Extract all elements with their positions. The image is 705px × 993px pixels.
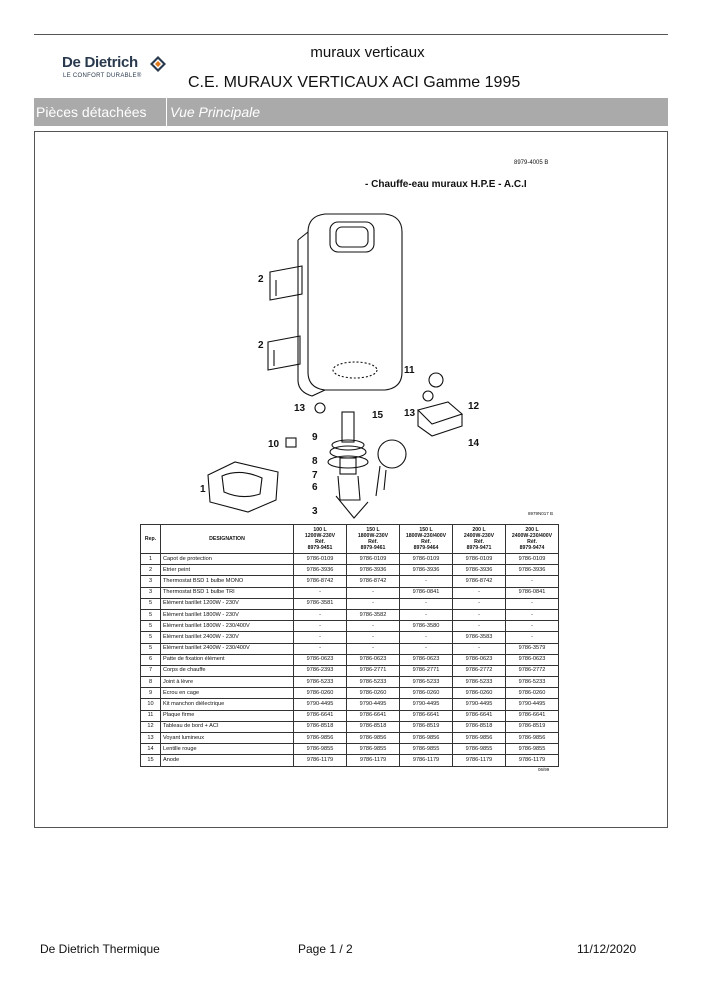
table-row bbox=[141, 677, 559, 688]
table-row bbox=[141, 721, 559, 732]
cell-part-number: 9786-0109 bbox=[347, 554, 400, 565]
cell-designation: Patte de fixation élément bbox=[161, 654, 294, 665]
cell-part-number: - bbox=[347, 598, 400, 609]
cell-part-number: - bbox=[294, 609, 347, 620]
cell-part-number: 9786-9855 bbox=[506, 744, 559, 755]
cell-part-number: 9786-9856 bbox=[347, 733, 400, 744]
cell-designation: Ecrou en cage bbox=[161, 688, 294, 699]
footer-page: Page 1 / 2 bbox=[298, 942, 353, 956]
col-designation: DESIGNATION bbox=[161, 525, 294, 554]
cell-rep: 2 bbox=[141, 565, 161, 576]
cell-part-number: - bbox=[294, 587, 347, 598]
cell-part-number: - bbox=[347, 643, 400, 654]
cell-part-number: - bbox=[400, 632, 453, 643]
callout-14: 14 bbox=[468, 438, 480, 449]
cell-rep: 5 bbox=[141, 598, 161, 609]
footer-date: 11/12/2020 bbox=[577, 942, 637, 956]
cell-part-number: - bbox=[453, 598, 506, 609]
table-header-row bbox=[141, 525, 559, 554]
logo-name: De Dietrich bbox=[62, 54, 138, 71]
cell-part-number: 9786-0109 bbox=[453, 554, 506, 565]
cell-part-number: 9790-4495 bbox=[453, 699, 506, 710]
col-model-3: 150 L 1800W-230/400V Réf. 8979-9464 bbox=[400, 525, 453, 554]
col-model-5: 200 L 2400W-230/400V Réf. 8979-9474 bbox=[506, 525, 559, 554]
callout-7: 8 bbox=[312, 456, 318, 467]
cell-part-number: 9786-2772 bbox=[453, 665, 506, 676]
cell-part-number: - bbox=[400, 609, 453, 620]
cell-part-number: 9786-0623 bbox=[506, 654, 559, 665]
table-row bbox=[141, 665, 559, 676]
col-model-1: 100 L 1200W-230V Réf. 8979-9451 bbox=[294, 525, 347, 554]
cell-designation: Elément barillet 2400W - 230V bbox=[161, 632, 294, 643]
cell-rep: 3 bbox=[141, 576, 161, 587]
cell-part-number: 9786-8519 bbox=[400, 721, 453, 732]
cell-part-number: - bbox=[506, 576, 559, 587]
cell-part-number: 9786-2772 bbox=[506, 665, 559, 676]
cell-part-number: 9786-8742 bbox=[294, 576, 347, 587]
cell-part-number: 9786-3580 bbox=[400, 621, 453, 632]
cell-part-number: - bbox=[506, 632, 559, 643]
cell-part-number: 9786-0260 bbox=[453, 688, 506, 699]
cell-part-number: 9786-6641 bbox=[453, 710, 506, 721]
table-row bbox=[141, 654, 559, 665]
logo-tagline: LE CONFORT DURABLE® bbox=[63, 73, 142, 79]
cell-part-number: - bbox=[400, 643, 453, 654]
table-row bbox=[141, 587, 559, 598]
cell-part-number: 9786-9856 bbox=[400, 733, 453, 744]
cell-part-number: 9786-8742 bbox=[347, 576, 400, 587]
parts-table bbox=[140, 524, 559, 767]
cell-designation: Thermostat BSD 1 bulbe MONO bbox=[161, 576, 294, 587]
cell-rep: 14 bbox=[141, 744, 161, 755]
drawing-ref-top: 8979-4005 B bbox=[514, 160, 549, 166]
table-row bbox=[141, 576, 559, 587]
cell-rep: 5 bbox=[141, 643, 161, 654]
cell-part-number: - bbox=[506, 609, 559, 620]
cell-part-number: 9790-4495 bbox=[400, 699, 453, 710]
cell-part-number: 9786-1179 bbox=[347, 755, 400, 766]
cell-part-number: 9786-1179 bbox=[400, 755, 453, 766]
cell-part-number: 9786-8742 bbox=[453, 576, 506, 587]
cell-part-number: 9786-0109 bbox=[506, 554, 559, 565]
cell-part-number: 9790-4495 bbox=[294, 699, 347, 710]
cell-part-number: - bbox=[294, 643, 347, 654]
cell-part-number: 9786-5233 bbox=[506, 677, 559, 688]
cell-part-number: 9786-0841 bbox=[400, 587, 453, 598]
cell-part-number: 9786-9856 bbox=[294, 733, 347, 744]
cell-part-number: 9786-3583 bbox=[453, 632, 506, 643]
cell-part-number: 9786-2771 bbox=[347, 665, 400, 676]
cell-rep: 3 bbox=[141, 587, 161, 598]
cell-rep: 10 bbox=[141, 699, 161, 710]
cell-part-number: - bbox=[347, 621, 400, 632]
cell-part-number: - bbox=[453, 609, 506, 620]
cell-part-number: 9786-3582 bbox=[347, 609, 400, 620]
cell-rep: 5 bbox=[141, 632, 161, 643]
cell-part-number: - bbox=[400, 598, 453, 609]
cell-part-number: 9786-0623 bbox=[453, 654, 506, 665]
table-row bbox=[141, 565, 559, 576]
top-rule bbox=[34, 34, 668, 35]
cell-rep: 9 bbox=[141, 688, 161, 699]
cell-part-number: 9786-8518 bbox=[294, 721, 347, 732]
col-model-2: 150 L 1800W-230V Réf. 8979-9461 bbox=[347, 525, 400, 554]
cell-part-number: 9786-3936 bbox=[400, 565, 453, 576]
cell-part-number: 9786-6641 bbox=[294, 710, 347, 721]
cell-part-number: 9786-0841 bbox=[506, 587, 559, 598]
cell-designation: Corps de chauffe bbox=[161, 665, 294, 676]
cell-part-number: 9786-0109 bbox=[294, 554, 347, 565]
cell-part-number: 9790-4495 bbox=[506, 699, 559, 710]
cell-part-number: - bbox=[453, 621, 506, 632]
callout-9: 10 bbox=[268, 439, 280, 450]
cell-part-number: 9786-0260 bbox=[506, 688, 559, 699]
cell-part-number: 9786-1179 bbox=[453, 755, 506, 766]
cell-rep: 13 bbox=[141, 733, 161, 744]
exploded-diagram bbox=[190, 200, 520, 530]
cell-part-number: 9786-0623 bbox=[294, 654, 347, 665]
cell-part-number: 9786-8519 bbox=[506, 721, 559, 732]
callout-3: 3 bbox=[312, 506, 318, 517]
callout-1: 1 bbox=[200, 484, 206, 495]
section-label: Pièces détachées bbox=[34, 98, 167, 126]
cell-designation: Joint à lèvre bbox=[161, 677, 294, 688]
cell-part-number: 9786-3936 bbox=[453, 565, 506, 576]
callout-13: 13 bbox=[404, 408, 416, 419]
cell-part-number: 9786-6641 bbox=[506, 710, 559, 721]
table-row bbox=[141, 598, 559, 609]
cell-part-number: 9786-3936 bbox=[347, 565, 400, 576]
table-date-code: 06/99 bbox=[538, 767, 550, 772]
cell-part-number: 9786-1179 bbox=[506, 755, 559, 766]
cell-designation: Elément barillet 1800W - 230/400V bbox=[161, 621, 294, 632]
callout-12: 12 bbox=[468, 401, 480, 412]
cell-part-number: 9786-0623 bbox=[400, 654, 453, 665]
section-bar bbox=[34, 98, 668, 126]
table-row bbox=[141, 755, 559, 766]
cell-part-number: 9786-9855 bbox=[294, 744, 347, 755]
cell-part-number: 9786-6641 bbox=[347, 710, 400, 721]
callout-10: 13 bbox=[294, 403, 306, 414]
cell-designation: Elément barillet 2400W - 230/400V bbox=[161, 643, 294, 654]
cell-part-number: 9786-2393 bbox=[294, 665, 347, 676]
cell-rep: 8 bbox=[141, 677, 161, 688]
cell-rep: 1 bbox=[141, 554, 161, 565]
cell-part-number: 9786-0260 bbox=[294, 688, 347, 699]
callout-5: 6 bbox=[312, 482, 318, 493]
table-row bbox=[141, 609, 559, 620]
callout-8: 9 bbox=[312, 432, 318, 443]
cell-part-number: 9786-9855 bbox=[400, 744, 453, 755]
cell-part-number: 9786-3581 bbox=[294, 598, 347, 609]
view-label: Vue Principale bbox=[170, 104, 261, 120]
cell-designation: Tableau de bord + ACI bbox=[161, 721, 294, 732]
callout-15: 15 bbox=[372, 410, 384, 421]
table-row bbox=[141, 688, 559, 699]
table-row bbox=[141, 643, 559, 654]
cell-part-number: 9786-0260 bbox=[400, 688, 453, 699]
cell-part-number: 9786-9855 bbox=[347, 744, 400, 755]
doc-subtitle: C.E. MURAUX VERTICAUX ACI Gamme 1995 bbox=[188, 74, 521, 91]
cell-part-number: 9786-0260 bbox=[347, 688, 400, 699]
cell-designation: Lentille rouge bbox=[161, 744, 294, 755]
cell-part-number: 9786-9855 bbox=[453, 744, 506, 755]
cell-part-number: 9786-2771 bbox=[400, 665, 453, 676]
cell-part-number: 9786-9856 bbox=[506, 733, 559, 744]
cell-rep: 6 bbox=[141, 654, 161, 665]
cell-rep: 5 bbox=[141, 621, 161, 632]
table-row bbox=[141, 733, 559, 744]
cell-part-number: 9786-5233 bbox=[400, 677, 453, 688]
cell-rep: 5 bbox=[141, 609, 161, 620]
drawing-heading: - Chauffe-eau muraux H.P.E - A.C.I bbox=[365, 179, 527, 190]
cell-part-number: 9790-4495 bbox=[347, 699, 400, 710]
col-model-4: 200 L 2400W-230V Réf. 8979-9471 bbox=[453, 525, 506, 554]
callout-11: 11 bbox=[404, 365, 415, 376]
table-row bbox=[141, 554, 559, 565]
cell-part-number: - bbox=[506, 598, 559, 609]
table-row bbox=[141, 621, 559, 632]
cell-part-number: - bbox=[506, 621, 559, 632]
cell-part-number: 9786-6641 bbox=[400, 710, 453, 721]
cell-rep: 11 bbox=[141, 710, 161, 721]
cell-part-number: 9786-3936 bbox=[294, 565, 347, 576]
drawing-ref-mid: 8979N017 B bbox=[528, 511, 554, 516]
cell-part-number: 9786-0109 bbox=[400, 554, 453, 565]
footer-company: De Dietrich Thermique bbox=[40, 942, 160, 956]
callout-6: 7 bbox=[312, 470, 318, 481]
tank-body bbox=[308, 214, 402, 390]
cell-designation: Elément barillet 1200W - 230V bbox=[161, 598, 294, 609]
callout-numbers bbox=[200, 274, 480, 517]
cell-part-number: 9786-8518 bbox=[347, 721, 400, 732]
cell-part-number: - bbox=[294, 621, 347, 632]
cell-part-number: 9786-5233 bbox=[294, 677, 347, 688]
cell-part-number: - bbox=[347, 632, 400, 643]
cell-rep: 7 bbox=[141, 665, 161, 676]
callout-2b: 2 bbox=[258, 340, 264, 351]
cell-designation: Etrier peint bbox=[161, 565, 294, 576]
cell-rep: 15 bbox=[141, 755, 161, 766]
cell-part-number: 9786-8518 bbox=[453, 721, 506, 732]
cell-part-number: - bbox=[400, 576, 453, 587]
doc-title: muraux verticaux bbox=[310, 44, 425, 61]
cell-designation: Kit manchon diélectrique bbox=[161, 699, 294, 710]
cell-part-number: - bbox=[347, 587, 400, 598]
cell-part-number: - bbox=[453, 643, 506, 654]
cell-designation: Voyant lumineux bbox=[161, 733, 294, 744]
table-row bbox=[141, 632, 559, 643]
cell-rep: 12 bbox=[141, 721, 161, 732]
cell-part-number: - bbox=[294, 632, 347, 643]
col-rep: Rep. bbox=[141, 525, 161, 554]
cell-part-number: 9786-9856 bbox=[453, 733, 506, 744]
cell-designation: Anode bbox=[161, 755, 294, 766]
cell-designation: Capot de protection bbox=[161, 554, 294, 565]
cell-part-number: 9786-5233 bbox=[347, 677, 400, 688]
cell-designation: Plaque firme bbox=[161, 710, 294, 721]
cell-part-number: 9786-5233 bbox=[453, 677, 506, 688]
callout-2a: 2 bbox=[258, 274, 264, 285]
table-row bbox=[141, 710, 559, 721]
table-row bbox=[141, 699, 559, 710]
cell-part-number: 9786-0623 bbox=[347, 654, 400, 665]
cell-part-number: 9786-3579 bbox=[506, 643, 559, 654]
cell-designation: Thermostat BSD 1 bulbe TRI bbox=[161, 587, 294, 598]
cell-part-number: 9786-3936 bbox=[506, 565, 559, 576]
cell-part-number: - bbox=[453, 587, 506, 598]
cell-part-number: 9786-1179 bbox=[294, 755, 347, 766]
cell-designation: Elément barillet 1800W - 230V bbox=[161, 609, 294, 620]
table-row bbox=[141, 744, 559, 755]
